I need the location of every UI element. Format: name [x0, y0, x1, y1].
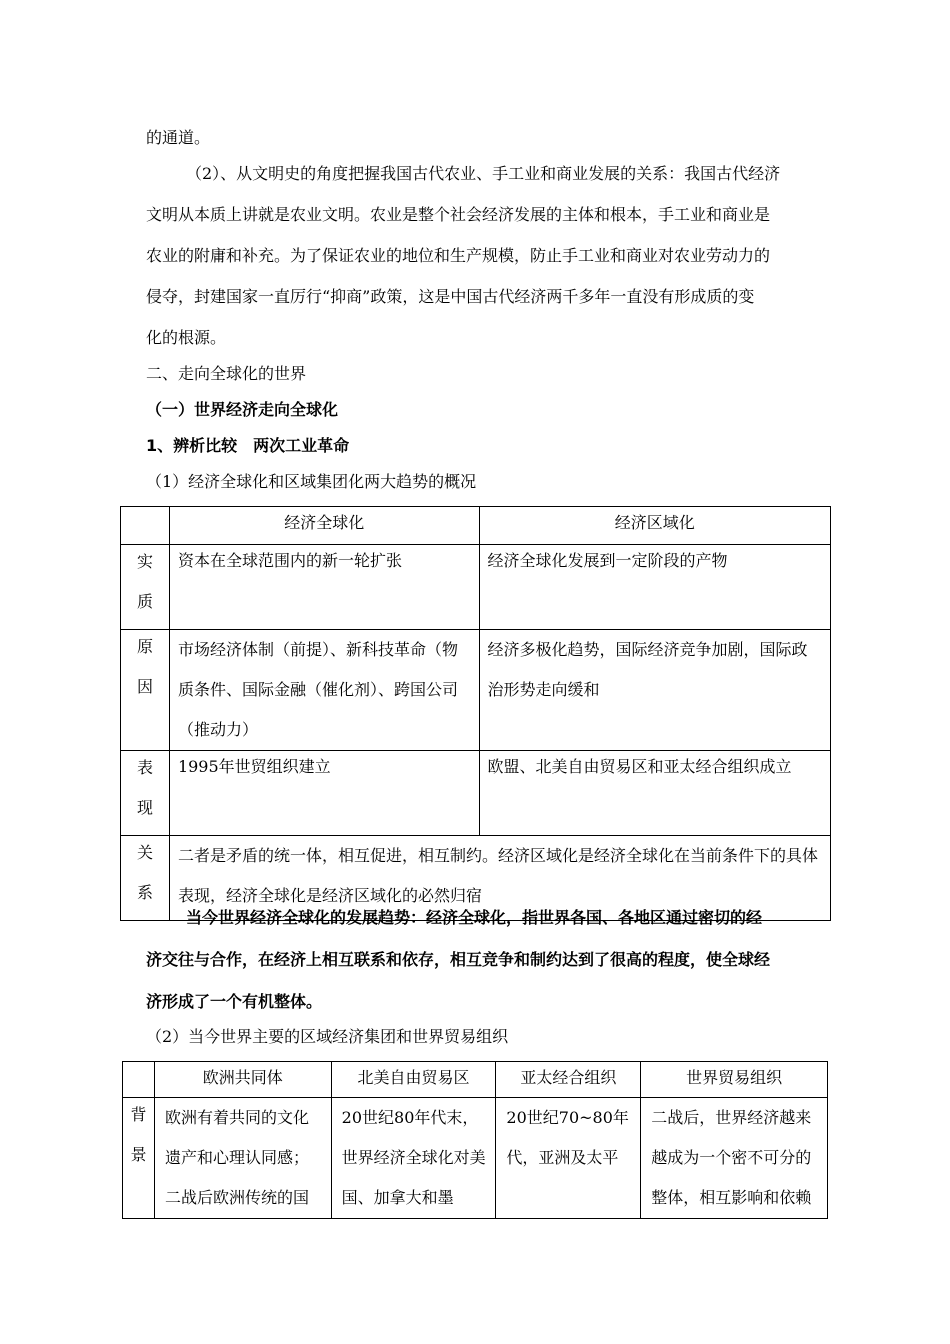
- table1-header-global: 经济全球化: [169, 507, 479, 545]
- table1-corner-cell: [121, 507, 170, 545]
- para2-line-3: 农业的附庸和补充。为了保证农业的地位和生产规模，防止手工业和商业对农业劳动力的: [146, 246, 771, 265]
- manifestation-global-cell: 1995年世贸组织建立: [169, 751, 479, 836]
- header-wto: 世界贸易组织: [641, 1062, 828, 1098]
- para2-line-2: 文明从本质上讲就是农业文明。农业是整个社会经济发展的主体和根本，手工业和商业是: [146, 205, 771, 224]
- relation-merged-cell: 二者是矛盾的统一体，相互促进，相互制约。经济区域化是经济全球化在当前条件下的具体表现，经济全球化是经济区域化的必然归宿: [169, 836, 830, 921]
- table1-caption: （1）经济全球化和区域集团化两大趋势的概况: [146, 472, 477, 491]
- row-head-relation: 关 系: [121, 836, 170, 921]
- table2-caption: （2）当今世界主要的区域经济集团和世界贸易组织: [146, 1027, 509, 1046]
- row-head-manifestation: 表 现: [121, 751, 170, 836]
- row-head-cause: 原 因: [121, 630, 170, 751]
- cause-global-cell: 市场经济体制（前提）、新科技革命（物质条件、国际金融（催化剂）、跨国公司（推动力）: [169, 630, 479, 751]
- essence-global-cell: 资本在全球范围内的新一轮扩张: [169, 545, 479, 630]
- header-apec: 亚太经合组织: [496, 1062, 641, 1098]
- trend-line-2: 济交往与合作，在经济上相互联系和依存，相互竞争和制约达到了很高的程度，使全球经: [146, 950, 771, 969]
- cause-regional-cell: 经济多极化趋势，国际经济竞争加剧，国际政治形势走向缓和: [479, 630, 831, 751]
- table2-corner-cell: [123, 1062, 155, 1098]
- item-one-heading: 1、辨析比较 两次工业革命: [146, 436, 350, 455]
- comparison-table: [120, 506, 831, 921]
- table1-header-regional: 经济区域化: [479, 507, 831, 545]
- para2-line-5: 化的根源。: [146, 328, 227, 347]
- background-ec-cell: 欧洲有着共同的文化遗产和心理认同感；二战后欧洲传统的国: [154, 1098, 331, 1219]
- row-head-background: 背 景: [123, 1098, 155, 1219]
- trend-line-1: 当今世界经济全球化的发展趋势：经济全球化，指世界各国、各地区通过密切的经: [186, 908, 763, 927]
- para2-line-4: 侵夺，封建国家一直厉行“抑商”政策，这是中国古代经济两千多年一直没有形成质的变: [146, 287, 755, 306]
- background-apec-cell: 20世纪70~80年代，亚洲及太平: [496, 1098, 641, 1219]
- intro-end-text: 的通道。: [146, 128, 211, 147]
- subsection-one-heading: （一）世界经济走向全球化: [146, 400, 339, 419]
- background-wto-cell: 二战后，世界经济越来越成为一个密不可分的整体，相互影响和依赖: [641, 1098, 828, 1219]
- economic-organizations-table: [122, 1061, 828, 1219]
- para2-line-1: （2）、从文明史的角度把握我国古代农业、手工业和商业发展的关系：我国古代经济: [186, 164, 781, 183]
- header-nafta: 北美自由贸易区: [331, 1062, 496, 1098]
- section-two-heading: 二、走向全球化的世界: [146, 364, 307, 383]
- row-head-essence: 实 质: [121, 545, 170, 630]
- trend-line-3: 济形成了一个有机整体。: [146, 992, 323, 1011]
- background-nafta-cell: 20世纪80年代末，世界经济全球化对美国、加拿大和墨: [331, 1098, 496, 1219]
- essence-regional-cell: 经济全球化发展到一定阶段的产物: [479, 545, 831, 630]
- header-european-community: 欧洲共同体: [154, 1062, 331, 1098]
- manifestation-regional-cell: 欧盟、北美自由贸易区和亚太经合组织成立: [479, 751, 831, 836]
